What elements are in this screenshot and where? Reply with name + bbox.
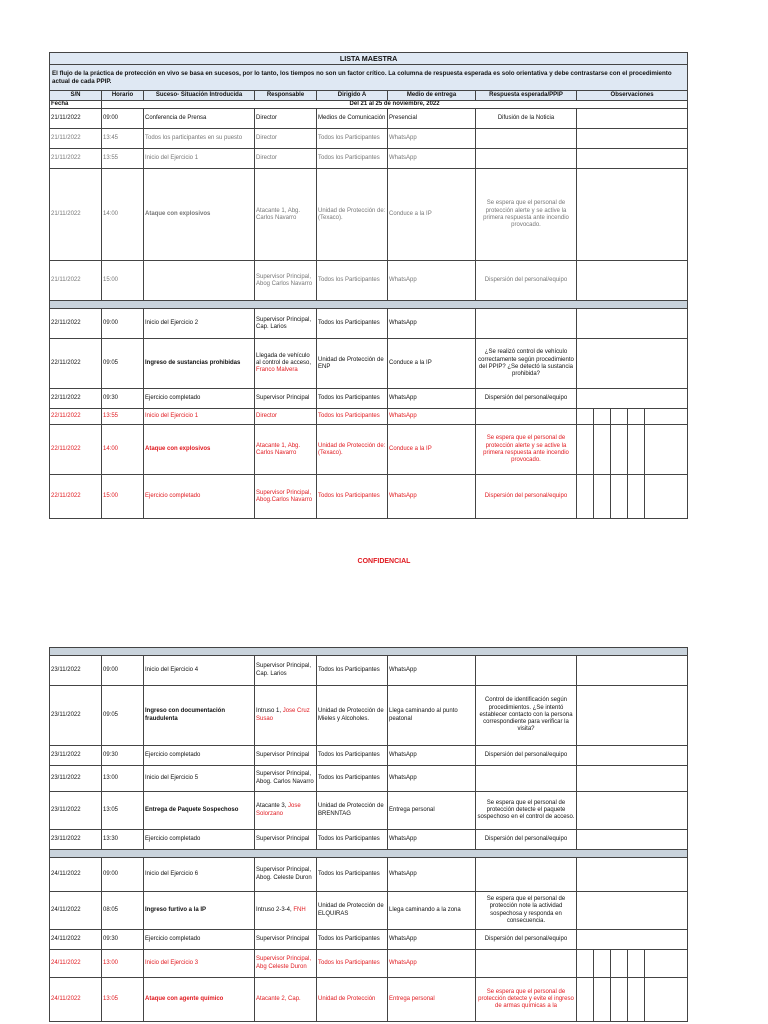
table-row	[50, 930, 688, 950]
cell-responsable	[255, 792, 317, 830]
cell-suceso: Entrega de Paquete Sospechoso	[144, 792, 255, 830]
cell-medio: Entrega personal	[388, 978, 476, 1022]
cell-medio: WhatsApp	[388, 950, 476, 978]
cell-respuesta: Dispersión del personal/equipo	[476, 389, 577, 409]
cell-horario: 13:00	[102, 950, 144, 978]
cell-responsable: Atacante 1, Abg. Carlos Navarro	[255, 169, 317, 261]
col-observaciones: Observaciones	[577, 91, 688, 101]
col-responsable: Responsable	[255, 91, 317, 101]
responsable-person: Franco Malvera	[256, 367, 298, 374]
cell-suceso: Ataque con agente químico	[144, 978, 255, 1022]
cell-observaciones	[577, 339, 688, 389]
cell-suceso: Ingreso de sustancias prohibidas	[144, 339, 255, 389]
table-row	[50, 425, 688, 475]
cell-medio: WhatsApp	[388, 149, 476, 169]
cell-dirigido: Todos los Participantes	[317, 950, 388, 978]
cell-dirigido: Todos los Participantes	[317, 475, 388, 519]
cell-respuesta: Dispersión del personal/equipo	[476, 830, 577, 850]
cell-horario: 13:55	[102, 409, 144, 425]
cell-respuesta: Se espera que el personal de protección alerte y se active la primera respuesta ante incendio provocado.	[476, 425, 577, 475]
cell-respuesta: ¿Se realizó control de vehículo correctamente según procedimiento del PPIP? ¿Se detectó la sustancia prohibida?	[476, 339, 577, 389]
cell-horario: 13:05	[102, 792, 144, 830]
cell-responsable: Director	[255, 109, 317, 129]
cell-responsable: Supervisor Principal, Abog. Carlos Navarro	[255, 766, 317, 792]
responsable-person: Jose Cruz Susao	[256, 708, 310, 722]
cell-dirigido: Todos los Participantes	[317, 129, 388, 149]
cell-horario: 13:00	[102, 766, 144, 792]
cell-medio: WhatsApp	[388, 766, 476, 792]
cell-dirigido: Unidad de Protección de: (Texaco).	[317, 425, 388, 475]
cell-responsable: Supervisor Principal	[255, 389, 317, 409]
cell-horario: 15:00	[102, 475, 144, 519]
cell-fecha: 21/11/2022	[50, 261, 102, 301]
cell-suceso: Ejercicio completado	[144, 930, 255, 950]
cell-responsable: Atacante 1, Abg. Carlos Navarro	[255, 425, 317, 475]
cell-obs-a	[577, 475, 594, 519]
cell-responsable	[255, 892, 317, 930]
cell-suceso: Inicio del Ejercicio 1	[144, 149, 255, 169]
cell-obs-d	[628, 978, 645, 1022]
cell-dirigido: Todos los Participantes	[317, 746, 388, 766]
cell-fecha: 22/11/2022	[50, 475, 102, 519]
cell-obs-e	[645, 978, 688, 1022]
table-row	[50, 169, 688, 261]
cell-observaciones	[577, 792, 688, 830]
table-row	[50, 950, 688, 978]
cell-responsable	[255, 686, 317, 746]
cell-fecha: 21/11/2022	[50, 129, 102, 149]
table-row	[50, 766, 688, 792]
cell-respuesta: Dispersión del personal/equipo	[476, 475, 577, 519]
cell-fecha: 23/11/2022	[50, 686, 102, 746]
responsable-role: Llegada de vehículo al control de acceso,	[256, 352, 312, 367]
table-row	[50, 389, 688, 409]
section-separator	[50, 301, 688, 309]
cell-medio: Conduce a la IP	[388, 339, 476, 389]
master-list-table-1	[49, 52, 688, 519]
cell-dirigido: Todos los Participantes	[317, 766, 388, 792]
cell-dirigido: Todos los Participantes	[317, 389, 388, 409]
cell-respuesta	[476, 129, 577, 149]
cell-obs-a	[577, 978, 594, 1022]
cell-fecha: 22/11/2022	[50, 309, 102, 339]
cell-obs-e	[645, 425, 688, 475]
cell-medio: WhatsApp	[388, 746, 476, 766]
cell-fecha: 24/11/2022	[50, 892, 102, 930]
cell-observaciones	[577, 830, 688, 850]
cell-fecha: 24/11/2022	[50, 978, 102, 1022]
cell-respuesta: Dispersión del personal/equipo	[476, 746, 577, 766]
cell-suceso: Ejercicio completado	[144, 475, 255, 519]
cell-medio: Entrega personal	[388, 792, 476, 830]
cell-respuesta: Dispersión del personal/equipo	[476, 930, 577, 950]
cell-dirigido: Unidad de Protección de ENP	[317, 339, 388, 389]
cell-obs-c	[611, 409, 628, 425]
cell-horario: 09:30	[102, 389, 144, 409]
col-respuesta: Respuesta esperada/PPIP	[476, 91, 577, 101]
cell-dirigido: Todos los Participantes	[317, 930, 388, 950]
cell-obs-e	[645, 409, 688, 425]
cell-fecha: 21/11/2022	[50, 109, 102, 129]
table-row	[50, 309, 688, 339]
cell-suceso: Ejercicio completado	[144, 389, 255, 409]
responsable-role: Intruso 2-3-4,	[256, 906, 294, 913]
cell-suceso: Inicio del Ejercicio 2	[144, 309, 255, 339]
cell-horario: 09:00	[102, 858, 144, 892]
cell-obs-d	[628, 409, 645, 425]
cell-dirigido: Unidad de Protección de Mieles y Alcoholes.	[317, 686, 388, 746]
cell-obs-b	[594, 950, 611, 978]
cell-responsable: Director	[255, 149, 317, 169]
cell-obs-d	[628, 475, 645, 519]
cell-medio: Llega caminando a la zona	[388, 892, 476, 930]
table-title: LISTA MAESTRA	[50, 53, 688, 65]
responsable-role: Atacante 3,	[256, 803, 289, 810]
cell-suceso: Ataque con explosivos	[144, 425, 255, 475]
cell-obs-c	[611, 475, 628, 519]
cell-medio: Conduce a la IP	[388, 425, 476, 475]
cell-respuesta: Se espera que el personal de protección note la actividad sospechosa y responda en consecuencia.	[476, 892, 577, 930]
cell-obs-a	[577, 409, 594, 425]
cell-obs-a	[577, 950, 594, 978]
cell-obs-a	[577, 425, 594, 475]
responsable-role: Intruso 1,	[256, 708, 283, 715]
table-row	[50, 149, 688, 169]
cell-observaciones	[577, 766, 688, 792]
cell-horario: 13:30	[102, 830, 144, 850]
cell-suceso	[144, 261, 255, 301]
cell-medio: Presencial	[388, 109, 476, 129]
cell-responsable: Supervisor Principal, Abog Carlos Navarro	[255, 261, 317, 301]
cell-fecha: 22/11/2022	[50, 409, 102, 425]
cell-respuesta: Difusión de la Noticia	[476, 109, 577, 129]
col-sn: S/N	[50, 91, 102, 101]
cell-obs-c	[611, 978, 628, 1022]
table-row	[50, 339, 688, 389]
table-row	[50, 978, 688, 1022]
cell-responsable: Supervisor Principal, Cap. Larios	[255, 656, 317, 686]
cell-horario: 09:05	[102, 686, 144, 746]
cell-horario: 13:55	[102, 149, 144, 169]
cell-obs-b	[594, 978, 611, 1022]
cell-observaciones	[577, 746, 688, 766]
cell-responsable: Supervisor Principal	[255, 830, 317, 850]
cell-medio: Llega caminando al punto peatonal	[388, 686, 476, 746]
cell-obs-b	[594, 425, 611, 475]
cell-suceso: Inicio del Ejercicio 4	[144, 656, 255, 686]
cell-horario: 09:30	[102, 746, 144, 766]
cell-fecha: 23/11/2022	[50, 830, 102, 850]
cell-fecha: 24/11/2022	[50, 950, 102, 978]
cell-horario: 09:05	[102, 339, 144, 389]
cell-dirigido: Todos los Participantes	[317, 656, 388, 686]
cell-fecha: 22/11/2022	[50, 425, 102, 475]
table-row	[50, 830, 688, 850]
table-row	[50, 475, 688, 519]
cell-responsable: Supervisor Principal, Abog.Carlos Navarro	[255, 475, 317, 519]
cell-respuesta	[476, 950, 577, 978]
table-row	[50, 892, 688, 930]
confidential-label: CONFIDENCIAL	[357, 558, 411, 565]
col-medio: Medio de entrega	[388, 91, 476, 101]
cell-medio: WhatsApp	[388, 930, 476, 950]
cell-respuesta	[476, 656, 577, 686]
cell-suceso: Conferencia de Prensa	[144, 109, 255, 129]
cell-observaciones	[577, 930, 688, 950]
cell-dirigido: Medios de Comunicación	[317, 109, 388, 129]
cell-obs-c	[611, 425, 628, 475]
cell-dirigido: Todos los Participantes	[317, 149, 388, 169]
cell-responsable: Atacante 2, Cap.	[255, 978, 317, 1022]
cell-fecha: 23/11/2022	[50, 746, 102, 766]
cell-horario: 08:05	[102, 892, 144, 930]
cell-medio: WhatsApp	[388, 858, 476, 892]
cell-observaciones	[577, 129, 688, 149]
cell-dirigido: Unidad de Protección de ELQUIRAS	[317, 892, 388, 930]
cell-medio: WhatsApp	[388, 389, 476, 409]
cell-medio: WhatsApp	[388, 830, 476, 850]
cell-fecha: 21/11/2022	[50, 149, 102, 169]
cell-responsable: Director	[255, 129, 317, 149]
cell-respuesta	[476, 309, 577, 339]
col-horario: Horario	[102, 91, 144, 101]
table-row	[50, 261, 688, 301]
cell-horario: 13:05	[102, 978, 144, 1022]
cell-dirigido: Unidad de Protección	[317, 978, 388, 1022]
cell-observaciones	[577, 656, 688, 686]
cell-suceso: Inicio del Ejercicio 1	[144, 409, 255, 425]
cell-responsable: Supervisor Principal, Abog. Celeste Duron	[255, 858, 317, 892]
cell-suceso: Inicio del Ejercicio 6	[144, 858, 255, 892]
cell-responsable	[255, 339, 317, 389]
cell-responsable: Director	[255, 409, 317, 425]
cell-fecha: 24/11/2022	[50, 930, 102, 950]
col-suceso: Suceso- Situación Introducida	[144, 91, 255, 101]
cell-medio: WhatsApp	[388, 656, 476, 686]
cell-respuesta	[476, 766, 577, 792]
cell-observaciones	[577, 109, 688, 129]
cell-suceso: Inicio del Ejercicio 3	[144, 950, 255, 978]
table-row	[50, 686, 688, 746]
cell-suceso: Inicio del Ejercicio 5	[144, 766, 255, 792]
cell-fecha: 23/11/2022	[50, 766, 102, 792]
col-dirigido: Dirigido A	[317, 91, 388, 101]
cell-observaciones	[577, 858, 688, 892]
cell-fecha: 23/11/2022	[50, 792, 102, 830]
master-list-table-2	[49, 647, 688, 1022]
cell-horario: 09:00	[102, 309, 144, 339]
table-row	[50, 746, 688, 766]
table-description: El flujo de la práctica de protección en vivo se basa en sucesos, por lo tanto, los tiempos no son un factor crítico. La columna de respuesta esperada es solo orientativa y debe contrastarse con el procedimiento actual de cada PPIP.	[50, 65, 688, 91]
cell-horario: 15:00	[102, 261, 144, 301]
cell-observaciones	[577, 389, 688, 409]
cell-respuesta	[476, 409, 577, 425]
cell-responsable: Supervisor Principal	[255, 746, 317, 766]
cell-horario: 09:00	[102, 656, 144, 686]
cell-dirigido: Todos los Participantes	[317, 309, 388, 339]
responsable-person: Jose Solorzano	[256, 803, 301, 817]
cell-obs-b	[594, 475, 611, 519]
cell-dirigido: Unidad de Protección de: (Texaco).	[317, 169, 388, 261]
cell-medio: WhatsApp	[388, 475, 476, 519]
cell-respuesta	[476, 149, 577, 169]
cell-horario: 14:00	[102, 169, 144, 261]
table-row	[50, 109, 688, 129]
cell-fecha: 24/11/2022	[50, 858, 102, 892]
cell-suceso: Todos los participantes en su puesto	[144, 129, 255, 149]
cell-respuesta: Se espera que el personal de protección detecte el paquete sospechoso en el control de acceso.	[476, 792, 577, 830]
cell-responsable: Supervisor Principal, Cap. Larios	[255, 309, 317, 339]
cell-obs-c	[611, 950, 628, 978]
cell-respuesta: Control de identificación según procedimientos. ¿Se intentó establecer contacto con la persona correspondiente para verificar la visita?	[476, 686, 577, 746]
cell-obs-e	[645, 950, 688, 978]
cell-dirigido: Todos los Participantes	[317, 409, 388, 425]
cell-responsable: Supervisor Principal	[255, 930, 317, 950]
cell-medio: WhatsApp	[388, 309, 476, 339]
cell-fecha: 22/11/2022	[50, 389, 102, 409]
cell-responsable: Supervisor Principal, Abg Celeste Duron	[255, 950, 317, 978]
cell-respuesta: Se espera que el personal de protección alerte y se active la primera respuesta ante incendio provocado.	[476, 169, 577, 261]
cell-suceso: Ejercicio completado	[144, 830, 255, 850]
cell-dirigido: Todos los Participantes	[317, 830, 388, 850]
cell-medio: WhatsApp	[388, 261, 476, 301]
cell-respuesta	[476, 858, 577, 892]
cell-observaciones	[577, 149, 688, 169]
cell-fecha: 22/11/2022	[50, 339, 102, 389]
cell-observaciones	[577, 261, 688, 301]
table-row	[50, 858, 688, 892]
cell-horario: 13:45	[102, 129, 144, 149]
cell-medio: WhatsApp	[388, 409, 476, 425]
table-row	[50, 409, 688, 425]
fecha-label: Fecha	[50, 101, 102, 109]
cell-fecha: 23/11/2022	[50, 656, 102, 686]
cell-obs-b	[594, 409, 611, 425]
cell-dirigido: Unidad de Protección de BRENNTAG	[317, 792, 388, 830]
cell-fecha: 21/11/2022	[50, 169, 102, 261]
cell-horario: 14:00	[102, 425, 144, 475]
cell-obs-d	[628, 425, 645, 475]
cell-obs-d	[628, 950, 645, 978]
cell-medio: WhatsApp	[388, 129, 476, 149]
cell-suceso: Ingreso con documentación fraudulenta	[144, 686, 255, 746]
cell-dirigido: Todos los Participantes	[317, 858, 388, 892]
cell-suceso: Ingreso furtivo a la IP	[144, 892, 255, 930]
cell-observaciones	[577, 892, 688, 930]
table-row	[50, 792, 688, 830]
cell-observaciones	[577, 169, 688, 261]
table-row	[50, 129, 688, 149]
cell-dirigido: Todos los Participantes	[317, 261, 388, 301]
cell-observaciones	[577, 309, 688, 339]
cell-suceso: Ataque con explosivos	[144, 169, 255, 261]
cell-obs-e	[645, 475, 688, 519]
cell-respuesta: Se espera que el personal de protección detecte y evite el ingreso de armas químicas a la	[476, 978, 577, 1022]
responsable-person: FNH	[293, 906, 306, 913]
cell-horario: 09:30	[102, 930, 144, 950]
cell-respuesta: Dispersión del personal/equipo	[476, 261, 577, 301]
cell-horario: 09:00	[102, 109, 144, 129]
cell-suceso: Ejercicio completado	[144, 746, 255, 766]
table-row	[50, 656, 688, 686]
section-separator	[50, 648, 688, 656]
cell-medio: Conduce a la IP	[388, 169, 476, 261]
date-range: Del 21 al 25 de noviembre, 2022	[102, 101, 688, 109]
cell-observaciones	[577, 686, 688, 746]
section-separator	[50, 850, 688, 858]
